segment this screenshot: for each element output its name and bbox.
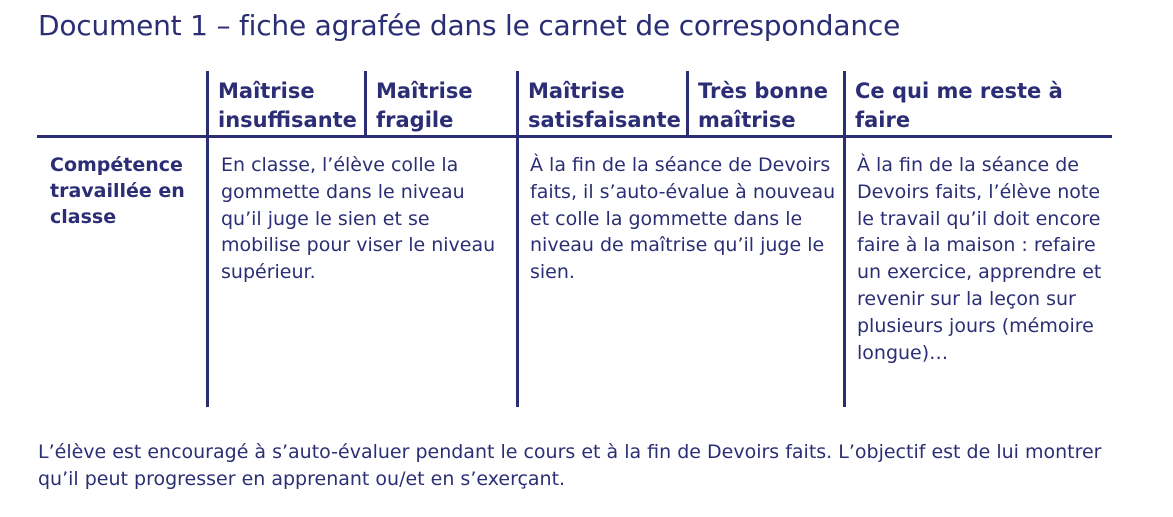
column-divider [516,71,519,407]
header-maitrise-insuffisante: Maîtrise insuffisante [218,79,357,132]
document-title: Document 1 – fiche agrafée dans le carnet de correspondance [38,9,901,42]
column-divider [686,71,689,137]
header-maitrise-satisfaisante: Maîtrise satisfaisante [528,79,681,132]
header-maitrise-fragile: Maîtrise fragile [376,79,473,132]
header-ce-qui-me-reste: Ce qui me reste à faire [855,79,1063,132]
header-tres-bonne-maitrise: Très bonne maîtrise [698,79,829,132]
column-divider [364,71,367,137]
column-divider [206,71,209,407]
cell-reste-a-faire: À la fin de la séance de Devoirs faits, l’élève note le travail qu’il doit encore faire à la maison : refaire un exercice, apprendre et revenir sur la leçon sur plusieurs jours (mémoire longue)… [857,154,1102,364]
row-label: Compétence travaillée en classe [50,154,185,228]
footer-paragraph: L’élève est encouragé à s’auto-évaluer pendant le cours et à la fin de Devoirs faits. L’objectif est de lui montrer qu’il peut progresser en apprenant ou/et en s’exerçant. [38,441,1102,490]
header-divider [37,135,1112,138]
cell-devoirs-faits: À la fin de la séance de Devoirs faits, il s’auto-évalue à nouveau et colle la gommette dans le niveau de maîtrise qu’il juge le sien. [530,154,836,284]
cell-classe: En classe, l’élève colle la gommette dans le niveau qu’il juge le sien et se mobilise pour viser le niveau supérieur. [221,154,496,284]
column-divider [843,71,846,407]
